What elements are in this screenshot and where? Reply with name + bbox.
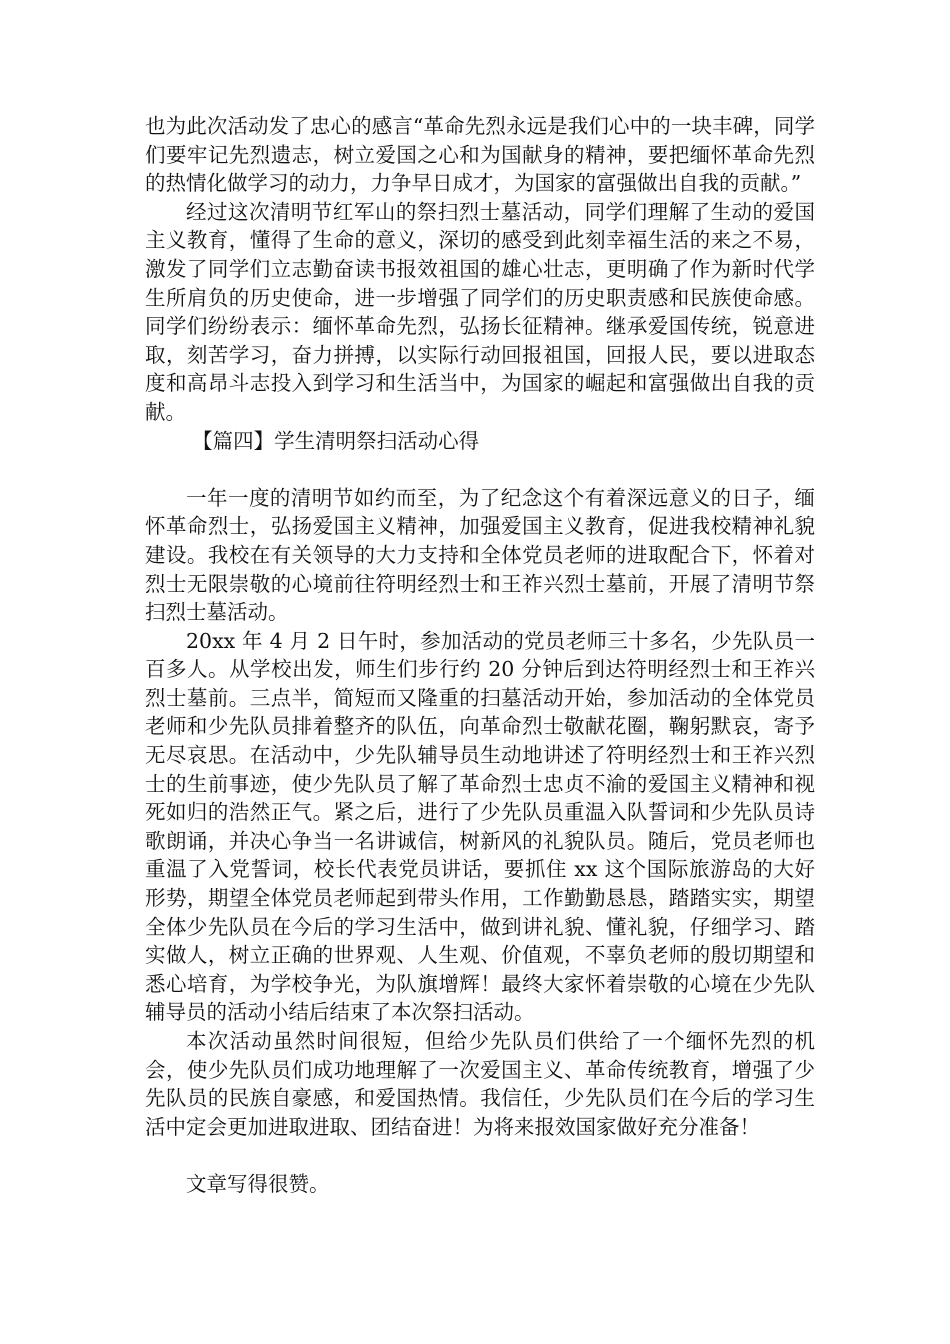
paragraph-summary: 本次活动虽然时间很短，但给少先队员们供给了一个缅怀先烈的机会，使少先队员们成功地理解了一次爱国主义、革命传统教育，增强了少先队员的民族自豪感，和爱国热情。我信任，少先队员们在今后的学习生活中定会更加进取进取、团结奋进！为将来报效国家做好充分准备！ bbox=[145, 1029, 815, 1139]
paragraph-reflection: 经过这次清明节红军山的祭扫烈士墓活动，同学们理解了生动的爱国主义教育，懂得了生命的意义，深切的感受到此刻幸福生活的来之不易，激发了同学们立志勤奋读书报效祖国的雄心壮志，更明确了作为新时代学生所肩负的历史使命，进一步增强了同学们的历史职责感和民族使命感。同学们纷纷表示：缅怀革命先烈，弘扬长征精神。继承爱国传统，锐意进取，刻苦学习，奋力拼搏，以实际行动回报祖国，回报人民，要以进取态度和高昂斗志投入到学习和生活当中，为国家的崛起和富强做出自我的贡献。 bbox=[145, 199, 815, 424]
paragraph-comment: 文章写得很赞。 bbox=[186, 1171, 330, 1196]
paragraph-intro: 一年一度的清明节如约而至，为了纪念这个有着深远意义的日子，缅怀革命烈士，弘扬爱国主义精神，加强爱国主义教育，促进我校精神礼貌建设。我校在有关领导的大力支持和全体党员老师的进取配合下，怀着对烈士无限崇敬的心境前往符明经烈士和王祚兴烈士墓前，开展了清明节祭扫烈士墓活动。 bbox=[145, 485, 815, 625]
blank-line bbox=[145, 1141, 815, 1170]
blank-line bbox=[145, 455, 815, 484]
document-body bbox=[145, 112, 815, 1199]
section-heading: 【篇四】学生清明祭扫活动心得 bbox=[192, 428, 480, 453]
paragraph-activity: 20xx 年 4 月 2 日午时，参加活动的党员老师三十多名，少先队员一百多人。从学校出发，师生们步行约 20 分钟后到达符明经烈士和王祚兴烈士墓前。三点半，简短而又隆重的扫墓活动开始，参加活动的全体党员老师和少先队员排着整齐的队伍，向革命烈士敬献花圈，鞠躬默哀，寄予无尽哀思。在活动中，少先队辅导员生动地讲述了符明经烈士和王祚兴烈士的生前事迹，使少先队员了解了革命烈士忠贞不渝的爱国主义精神和视死如归的浩然正气。紧之后，进行了少先队员重温入队誓词和少先队员诗歌朗诵，并决心争当一名讲诚信，树新风的礼貌队员。随后，党员老师也重温了入党誓词，校长代表党员讲话，要抓住 xx 这个国际旅游岛的大好形势，期望全体党员老师起到带头作用，工作勤勤恳恳，踏踏实实，期望全体少先队员在今后的学习生活中，做到讲礼貌、懂礼貌，仔细学习、踏实做人，树立正确的世界观、人生观、价值观，不辜负老师的殷切期望和悉心培育，为学校争光，为队旗增辉！最终大家怀着崇敬的心境在少先队辅导员的活动小结后结束了本次祭扫活动。 bbox=[145, 628, 815, 1025]
paragraph-closing-quote: 也为此次活动发了忠心的感言“革命先烈永远是我们心中的一块丰碑，同学们要牢记先烈遗志，树立爱国之心和为国献身的精神，要把缅怀革命先烈的热情化做学习的动力，力争早日成才，为国家的富强做出自我的贡献。” bbox=[145, 114, 815, 196]
